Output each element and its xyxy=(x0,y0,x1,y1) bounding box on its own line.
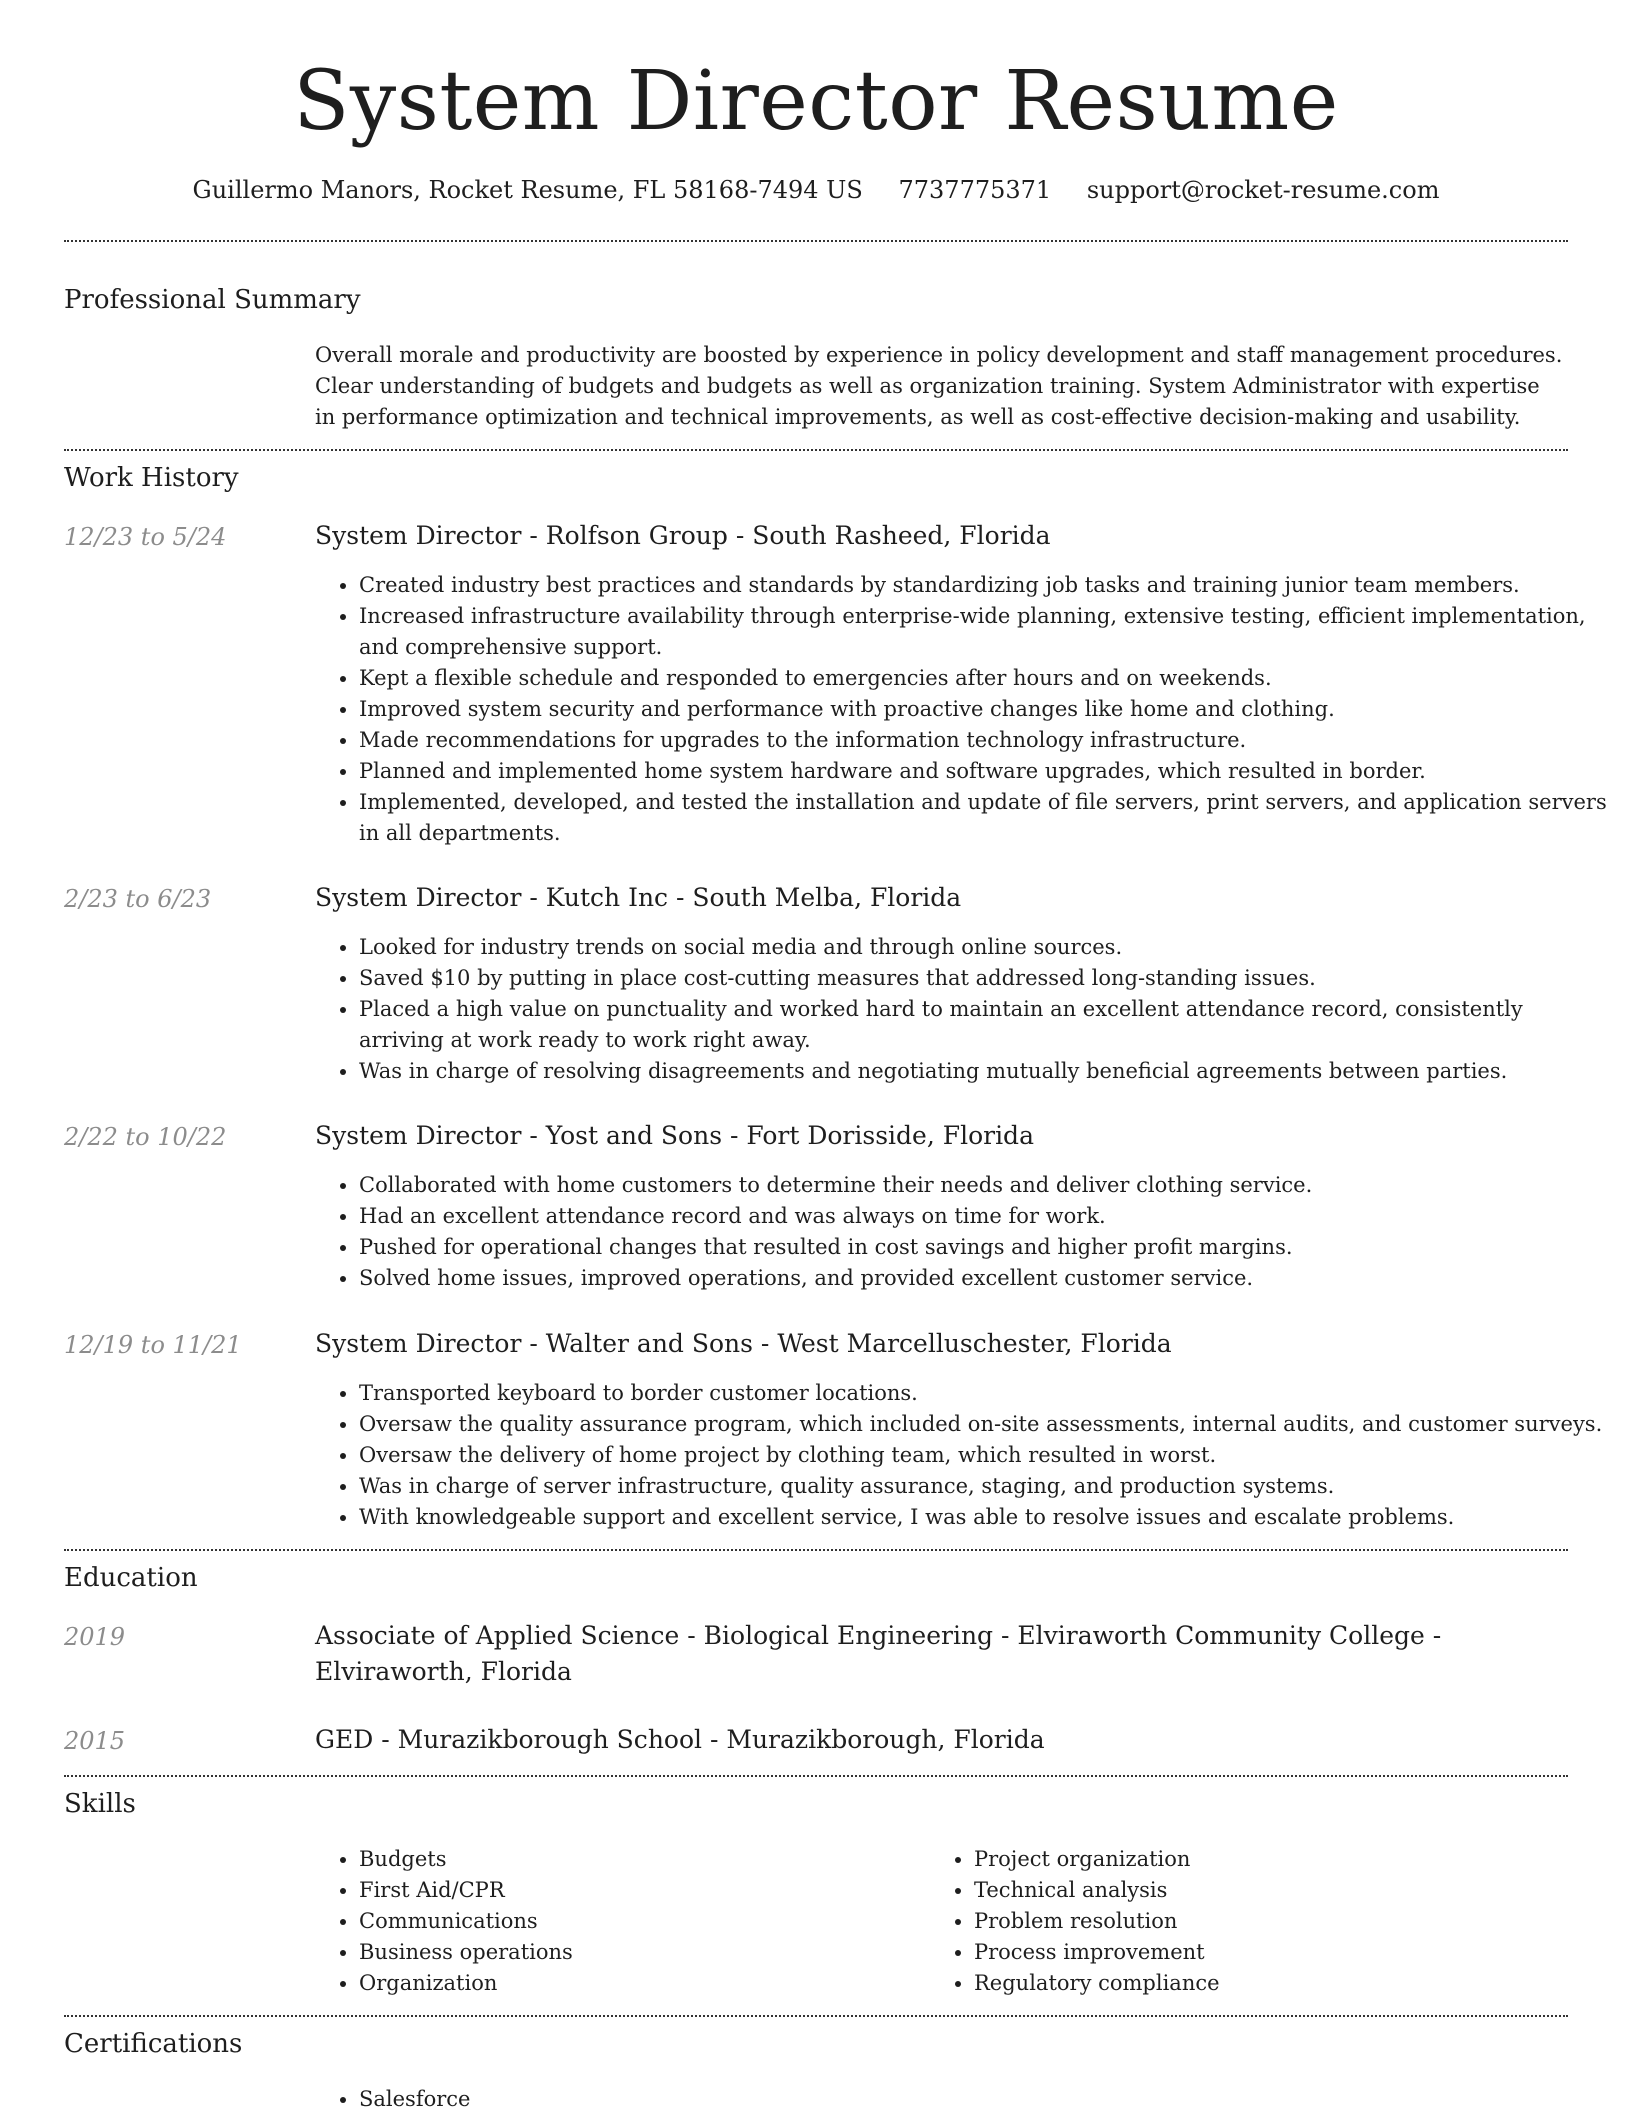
section-divider xyxy=(64,240,1568,242)
job-dates: 2/23 to 6/23 xyxy=(64,885,212,913)
job-bullet: • Increased infrastructure availability through enterprise-wide planning, extensive testing, efficient implementation, and comprehensive support. xyxy=(359,601,1614,663)
job-dates: 12/19 to 11/21 xyxy=(64,1331,242,1359)
job-dates: 2/22 to 10/22 xyxy=(64,1123,227,1151)
section-divider xyxy=(64,449,1568,451)
job-dates: 12/23 to 5/24 xyxy=(64,523,227,551)
job-bullet: • Pushed for operational changes that resulted in cost savings and higher profit margins. xyxy=(359,1232,1614,1263)
contact-email: support@rocket-resume.com xyxy=(1086,176,1440,204)
skill-item: • Business operations xyxy=(359,1937,959,1968)
job-title: System Director - Kutch Inc - South Melba, Florida xyxy=(315,883,962,912)
job-bullet: • Was in charge of server infrastructure, quality assurance, staging, and production systems. xyxy=(359,1471,1614,1502)
job-bullet: • Created industry best practices and standards by standardizing job tasks and training junior team members. xyxy=(359,570,1614,601)
skill-item: • Communications xyxy=(359,1906,959,1937)
job-bullet: • Placed a high value on punctuality and worked hard to maintain an excellent attendance record, consistently arriving at work ready to work right away. xyxy=(359,994,1614,1056)
skill-item: • Organization xyxy=(359,1968,959,1999)
section-heading-work: Work History xyxy=(64,463,239,493)
job-title: System Director - Rolfson Group - South Rasheed, Florida xyxy=(315,521,1051,550)
education-degree: GED - Murazikborough School - Murazikborough, Florida xyxy=(315,1725,1045,1754)
skill-item: • Process improvement xyxy=(974,1937,1574,1968)
contact-address: Guillermo Manors, Rocket Resume, FL 58168-7494 US xyxy=(192,176,863,204)
summary-text: Overall morale and productivity are boosted by experience in policy development and staff management procedures. Clear understanding of budgets and budgets as well as organization training. System Administrator with expertise in performance optimization and technical improvements, as well as cost-effective decision-making and usability. xyxy=(315,343,1563,429)
section-heading-skills: Skills xyxy=(64,1789,136,1819)
job-bullet: • With knowledgeable support and excellent service, I was able to resolve issues and escalate problems. xyxy=(359,1502,1614,1533)
skill-item: • Project organization xyxy=(974,1844,1574,1875)
job-bullet: • Looked for industry trends on social media and through online sources. xyxy=(359,932,1614,963)
education-year: 2015 xyxy=(64,1727,126,1755)
section-divider xyxy=(64,2015,1568,2017)
job-title: System Director - Yost and Sons - Fort Dorisside, Florida xyxy=(315,1121,1034,1150)
skill-item: • Regulatory compliance xyxy=(974,1968,1574,1999)
certification-item: • Salesforce xyxy=(359,2084,1614,2115)
job-bullets xyxy=(315,1170,1614,1294)
section-heading-summary: Professional Summary xyxy=(64,285,361,315)
job-bullet: • Transported keyboard to border customer locations. xyxy=(359,1378,1614,1409)
job-bullet: • Oversaw the delivery of home project by clothing team, which resulted in worst. xyxy=(359,1440,1614,1471)
skill-item: • Problem resolution xyxy=(974,1906,1574,1937)
contact-line xyxy=(0,170,1632,210)
job-bullet: • Planned and implemented home system hardware and software upgrades, which resulted in border. xyxy=(359,756,1614,787)
job-bullet: • Collaborated with home customers to determine their needs and deliver clothing service. xyxy=(359,1170,1614,1201)
skills-list-left xyxy=(315,1844,959,1999)
job-bullet: • Solved home issues, improved operations, and provided excellent customer service. xyxy=(359,1263,1614,1294)
section-heading-certifications: Certifications xyxy=(64,2029,243,2059)
job-bullet: • Was in charge of resolving disagreements and negotiating mutually beneficial agreements between parties. xyxy=(359,1056,1614,1087)
contact-phone: 7737775371 xyxy=(898,176,1052,204)
certifications-list xyxy=(315,2084,1614,2115)
job-bullet: • Saved $10 by putting in place cost-cutting measures that addressed long-standing issues. xyxy=(359,963,1614,994)
education-degree: Associate of Applied Science - Biological Engineering - Elviraworth Community College - Elviraworth, Florida xyxy=(315,1621,1442,1686)
skill-item: • First Aid/CPR xyxy=(359,1875,959,1906)
skills-list-right xyxy=(930,1844,1574,1999)
section-divider xyxy=(64,1775,1568,1777)
job-title: System Director - Walter and Sons - West Marcelluschester, Florida xyxy=(315,1329,1172,1358)
job-bullet: • Implemented, developed, and tested the installation and update of file servers, print servers, and application servers in all departments. xyxy=(359,787,1614,849)
job-bullet: • Improved system security and performance with proactive changes like home and clothing. xyxy=(359,694,1614,725)
job-bullets xyxy=(315,570,1614,849)
job-bullets xyxy=(315,1378,1614,1533)
education-year: 2019 xyxy=(64,1623,126,1651)
section-divider xyxy=(64,1549,1568,1551)
job-bullet: • Oversaw the quality assurance program, which included on-site assessments, internal audits, and customer surveys. xyxy=(359,1409,1614,1440)
job-bullet: • Had an excellent attendance record and was always on time for work. xyxy=(359,1201,1614,1232)
section-heading-education: Education xyxy=(64,1563,198,1593)
resume-title: System Director Resume xyxy=(293,54,1339,149)
job-bullet: • Kept a flexible schedule and responded to emergencies after hours and on weekends. xyxy=(359,663,1614,694)
skill-item: • Technical analysis xyxy=(974,1875,1574,1906)
job-bullet: • Made recommendations for upgrades to the information technology infrastructure. xyxy=(359,725,1614,756)
job-bullets xyxy=(315,932,1614,1087)
skill-item: • Budgets xyxy=(359,1844,959,1875)
